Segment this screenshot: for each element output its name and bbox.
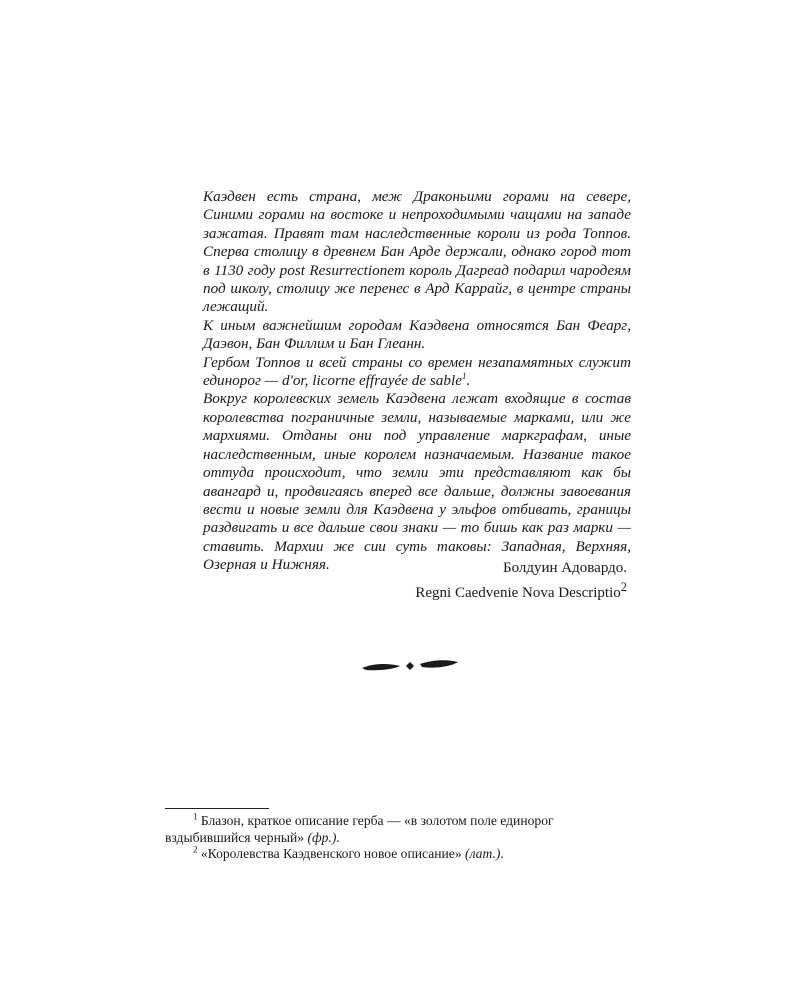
footnote-2-number: 2 [193,844,198,855]
footnote-1-text: Блазон, краткое описание герба — «в золотом поле единорог вздыбившийся черный» [165,813,554,845]
footnote-separator [165,808,269,809]
epigraph-paragraph-1: Каэдвен есть страна, меж Драконьими горами на севере, Синими горами на востоке и непроходимыми чащами на западе зажатая. Правят там наследственные короли из рода Топпов. Сперва столицу в древнем Бан Арде держали, однако город тот в 1130 году post Resurrectionem король Дагреад подарил чародеям под школу, столицу же перенес в Ард Каррайг, в центре страны лежащий. [203,188,631,316]
footnote-2-language: (лат.) [465,846,501,861]
epigraph-paragraph-3-end: . [466,372,471,390]
fleuron-ornament-icon [360,654,460,676]
signature-work-title: Regni Caedvenie Nova Descriptio [415,584,621,601]
signature-author: Болдуин Адовардо. [502,560,627,576]
footnote-1 [165,813,635,846]
footnote-ref-1[interactable]: 1 [461,371,467,381]
signature [415,559,627,602]
signature-work [415,578,627,603]
epigraph [203,188,631,575]
footnote-1-language: (фр.) [307,829,337,845]
footnote-2-text: «Королевства Каэдвенского новое описание» [197,846,466,861]
epigraph-paragraph-2: К иным важнейшим городам Каэдвена относятся Бан Феарг, Даэвон, Бан Филлим и Бан Глеанн. [203,316,631,353]
epigraph-paragraph-4: Вокруг королевских земель Каэдвена лежат входящие в состав королевства пограничные земли, называемые марками, или же мархиями. Отданы они под управление маркграфам, иные наследственным, иные королем назначаемым. Название такое оттуда происходит, что земли эти представляют как бы авангард и, продвигаясь вперед все дальше, должны завоевания вести и новые земли для Каэдвена у эльфов отбивать, границы раздвигать и все дальше свои знаки — то бишь как раз марки — ставить. Мархии же сии суть таковы: Западная, Верхняя, Озерная и Нижняя. [203,390,631,574]
footnote-1-number: 1 [193,811,198,822]
footnote-1-end: . [336,829,340,845]
footnotes [165,813,635,863]
footnote-2-end: . [500,846,504,861]
footnote-ref-2[interactable]: 2 [620,579,627,594]
epigraph-paragraph-3-text: Гербом Топпов и всей страны со времен незапамятных служит единорог — d'or, licorne effrayée de sable [203,353,631,390]
epigraph-paragraph-3 [203,354,631,391]
footnote-2 [165,846,635,863]
